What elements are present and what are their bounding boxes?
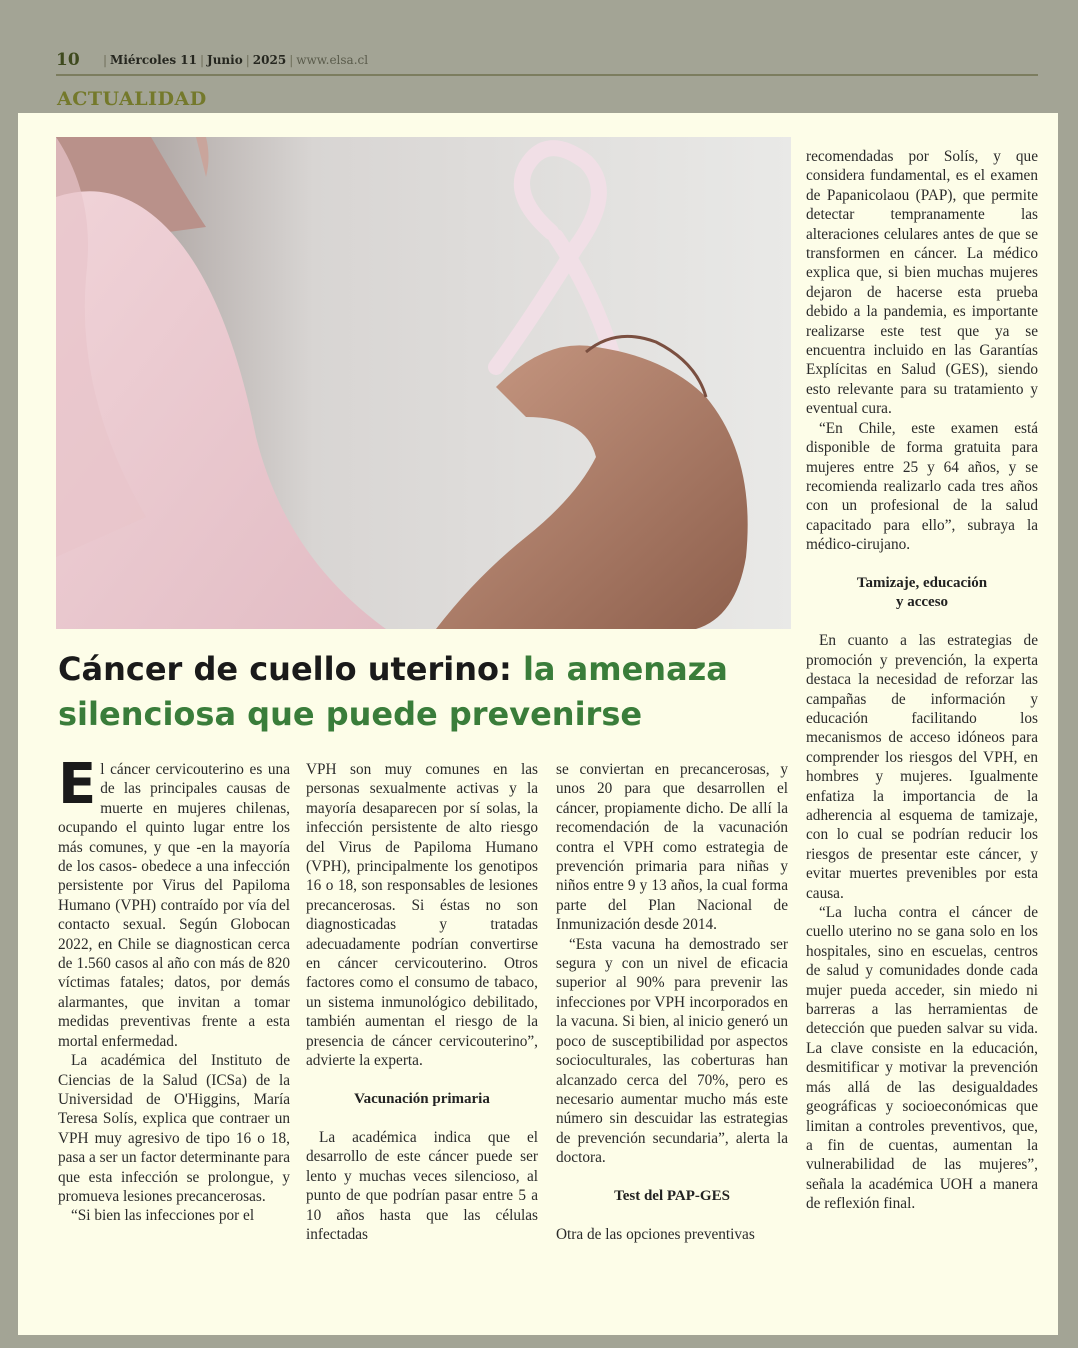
paragraph: “En Chile, este examen está disponible de forma gratuita para mujeres entre 25 y 64 años, y se recomienda realizarlo cada tres años con un profesional de la salud capacitado para ello”, subraya la médico-cirujano.	[806, 419, 1038, 554]
issue-year: 2025	[252, 53, 287, 67]
paragraph: Otra de las opciones preventivas	[556, 1225, 755, 1243]
ribbon-photo	[56, 137, 791, 629]
page-number: 10	[56, 50, 80, 70]
subhead-tamizaje-line-2: y acceso	[895, 593, 949, 610]
issue-month: Junio	[207, 53, 243, 67]
paragraph: En cuanto a las estrategias de promoción y prevención, la experta destaca la necesidad de reforzar las campañas de información y educación facilitando los mecanismos de acceso idóneos para comprender los riesgos del VPH, en hombres y mujeres. Igualmente enfatiza la importancia de la adherencia al esquema de tamizaje, con lo cual se podrían reducir los riesgos de presentar este cáncer, y evitar muertes prevenibles por esta causa.	[806, 632, 1038, 902]
paragraph: VPH son muy comunes en las personas sexualmente activas y la mayoría desaparecen por sí solas, la infección persistente de alto riesgo del Virus de Papiloma Humano (VPH), principalmente los genotipos 16 o 18, son responsables de lesiones precancerosas. Si éstas no son diagnosticadas y tratadas adecuadamente podrían convertirse en cáncer cervicouterino. Otros factores como el consumo de tabaco, un sistema inmunológico debilitado, también aumentan el riesgo de la presencia de cáncer cervicouterino”, advierte la experta.	[306, 761, 538, 1070]
headline-green: la amenaza silenciosa que puede prevenirse	[58, 650, 728, 733]
headline-black: Cáncer de cuello uterino:	[58, 650, 512, 688]
paragraph	[58, 752, 290, 1051]
article-column-1	[58, 752, 290, 1226]
paragraph: recomendadas por Solís, y que considera fundamental, es el examen de Papanicolaou (PAP), que permite detectar tempranamente las alteraciones celulares antes de que se transformen en cáncer. La médico explica que, si bien muchas mujeres dejaron de hacerse esta prueba debido a la pandemia, es importante realizarse este test que ya se encuentra incluido en las Garantías Explícitas en Salud (GES), siendo esto relevante para su tratamiento y eventual cura.	[806, 148, 1038, 418]
article-column-4	[806, 147, 1038, 1214]
article-headline	[58, 647, 798, 737]
section-label: ACTUALIDAD	[57, 88, 207, 110]
subhead-tamizaje	[806, 574, 1038, 613]
website: www.elsa.cl	[296, 53, 369, 67]
article-column-3	[556, 760, 788, 1244]
subhead-vacunacion: Vacunación primaria	[354, 1090, 490, 1107]
paragraph: “Si bien las infecciones por el	[71, 1207, 255, 1225]
paragraph: “Esta vacuna ha demostrado ser segura y con un nivel de eficacia superior al 90% para prevenir las infecciones por VPH incorporados en la vacuna. Si bien, al inicio generó un poco de susceptibilidad por aspectos socioculturales, las coberturas han alcanzado cerca del 70%, pero es necesario aumentar mucho más este número sin descuidar las estrategias de prevención secundaria”, alerta la doctora.	[556, 935, 788, 1167]
subhead-pap: Test del PAP-GES	[614, 1187, 730, 1204]
paragraph: La académica del Instituto de Ciencias de la Salud (ICSa) de la Universidad de O'Higgins, María Teresa Solís, explica que contraer un VPH muy agresivo de tipo 16 o 18, pasa a ser un factor determinante para que esta infección se prolongue, y promueva lesiones precancerosas.	[58, 1052, 290, 1205]
paragraph: “La lucha contra el cáncer de cuello uterino no se gana solo en los hospitales, sino en escuelas, centros de salud y comunidades donde cada mujer pueda acceder, sin miedo ni barreras a las herramientas de detección que pueden salvar su vida. La clave consiste en la educación, desmitificar y motivar la prevención más allá de las desigualdades geográficas y socioeconómicas que limitan a controles preventivos, que, a fin de cuentas, aumentan la vulnerabilidad de las mujeres”, señala la académica UOH a manera de reflexión final.	[806, 904, 1038, 1213]
issue-weekday: Miércoles 11	[110, 53, 197, 67]
article-column-2	[306, 760, 538, 1244]
paragraph: se conviertan en precancerosas, y unos 20 para que desarrollen el cáncer, propiamente dicho. De allí la recomendación de la vacunación contra el VPH como estrategia de prevención primaria para niñas y niños entre 9 y 13 años, la cual forma parte del Plan Nacional de Inmunización desde 2014.	[556, 761, 788, 934]
drop-cap: E	[58, 752, 97, 817]
paragraph: La académica indica que el desarrollo de este cáncer puede ser lento y muchas veces silencioso, al punto de que podrían pasar entre 5 a 10 años hasta que las células infectadas	[306, 1128, 538, 1243]
subhead-tamizaje-line-1: Tamizaje, educación	[856, 574, 988, 591]
page-header	[56, 50, 1038, 76]
article-page	[18, 113, 1058, 1335]
issue-date: | Miércoles 11 | Junio | 2025 | www.elsa.cl	[103, 53, 369, 67]
paragraph-text: l cáncer cervicouterino es una de las principales causas de muerte en mujeres chilenas, ocupando el quinto lugar entre los más comunes, y que -en la mayoría de los casos- obedece a una infección persistente por Virus del Papiloma Humano (VPH) contraído por vía del contacto sexual. Según Globocan 2022, en Chile se diagnostican cerca de 1.560 casos al año con más de 820 víctimas fatales; datos, por demás alarmantes, que invitan a tomar medidas preventivas frente a esta mortal enfermedad.	[58, 761, 290, 1050]
